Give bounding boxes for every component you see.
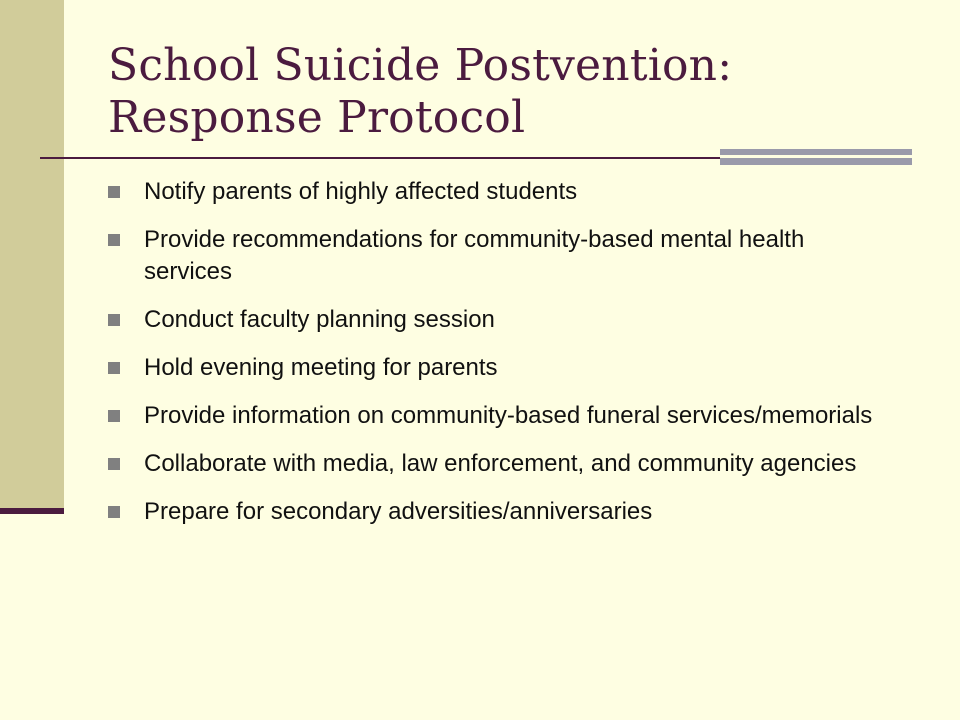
- bullet-text: Notify parents of highly affected students: [144, 178, 578, 205]
- bullet-list: [108, 176, 888, 544]
- square-bullet-icon: [108, 314, 120, 326]
- bullet-text: Prepare for secondary adversities/anniversaries: [144, 498, 653, 525]
- left-decorative-bar: [0, 0, 64, 508]
- slide-title: School Suicide Postvention: Response Protocol: [108, 40, 733, 143]
- bullet-item: [108, 304, 888, 336]
- bullet-text: Provide information on community-based funeral services/memorials: [144, 402, 873, 429]
- bullet-item: [108, 400, 888, 432]
- square-bullet-icon: [108, 506, 120, 518]
- bullet-item: [108, 448, 888, 480]
- bullet-text: Conduct faculty planning session: [144, 306, 495, 333]
- bullet-text: Hold evening meeting for parents: [144, 354, 498, 381]
- left-bar-underline: [0, 508, 64, 514]
- bullet-text: Provide recommendations for community-based mental health services: [144, 226, 805, 285]
- square-bullet-icon: [108, 410, 120, 422]
- title-divider-accent: [720, 149, 912, 165]
- square-bullet-icon: [108, 234, 120, 246]
- bullet-item: [108, 176, 888, 208]
- square-bullet-icon: [108, 458, 120, 470]
- bullet-item: [108, 352, 888, 384]
- bullet-text: Collaborate with media, law enforcement, and community agencies: [144, 450, 857, 477]
- bullet-item: [108, 496, 888, 528]
- square-bullet-icon: [108, 362, 120, 374]
- square-bullet-icon: [108, 186, 120, 198]
- bullet-item: [108, 224, 888, 288]
